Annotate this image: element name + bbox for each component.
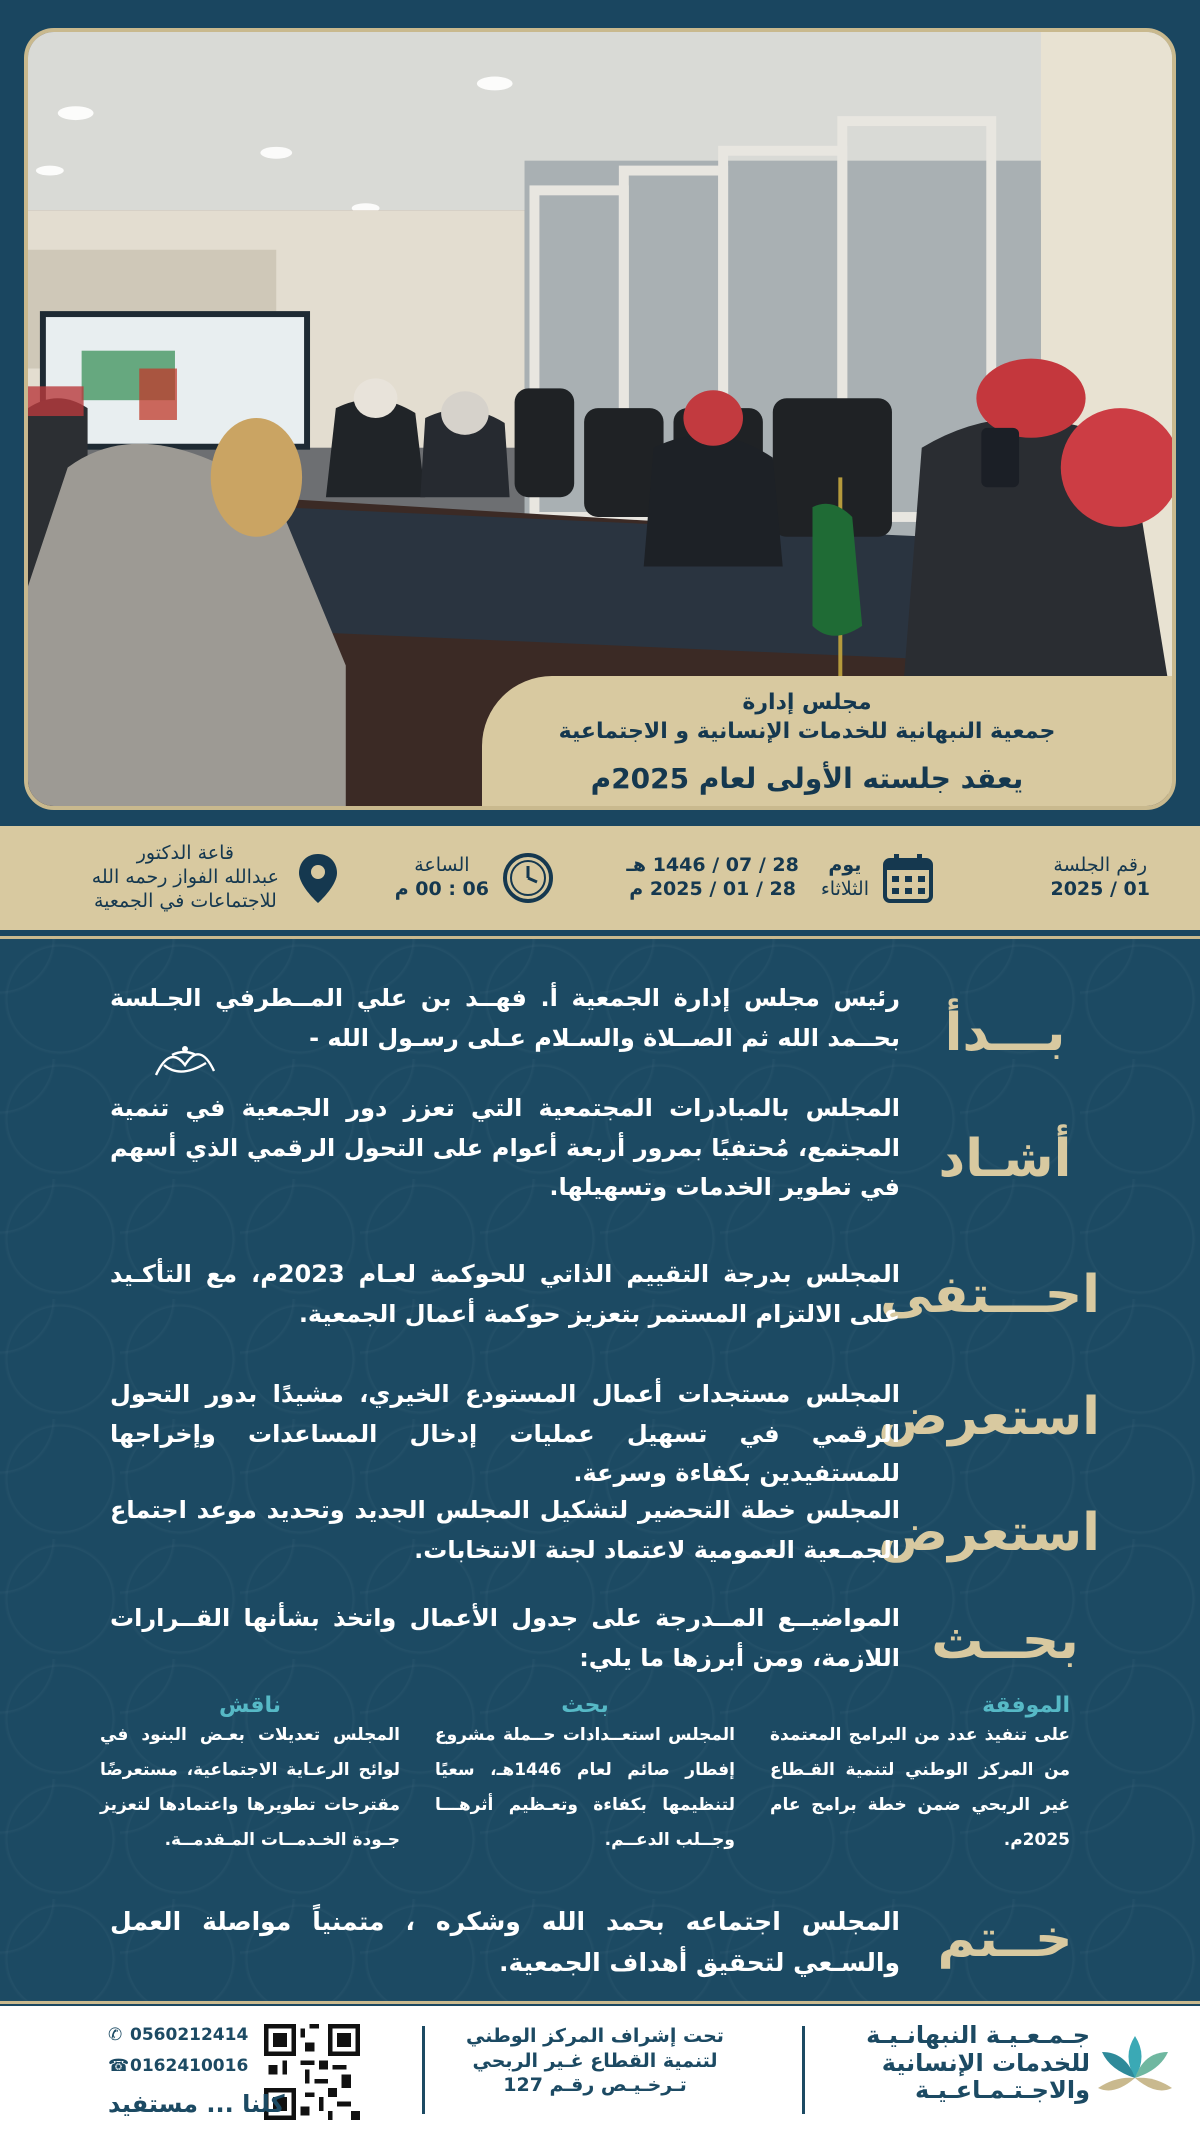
outcome-verb: استعرض (878, 1387, 1100, 1447)
org-line-2: للخدمات الإنسانية (881, 2048, 1090, 2077)
outcome-text: المجلس بالمبادرات المجتمعية التي تعزز دور الجمعية في تنمية المجتمع، مُحتفيًا بمرور أربعة أعوام على التحول الرقمي الذي أسهم في تطوير الخدمات وتسهيلها. (110, 1094, 900, 1202)
landline-phone[interactable] (108, 2051, 248, 2082)
salutation-calligraphy-icon (150, 1035, 220, 1085)
outcome-text: المجلس خطة التحضير لتشكيل المجلس الجديد وتحديد موعد اجتماع الجمـعية العمومية لاعتماد لجنة الانتخابات. (110, 1496, 900, 1564)
decision-text: المجلس تعديلات بعـض البنود في لوائح الرعـاية الاجتماعية، مستعرضًا مقترحات تطويرها واعتمادها لتعزيز جـودة الخـدمــات المـقدمــة. (100, 1725, 400, 1850)
outcome-verb: بحــث (931, 1611, 1079, 1671)
decision-heading: بحث (561, 1693, 609, 1718)
association-logo-icon (1090, 2026, 1180, 2116)
contact-info (108, 2020, 248, 2083)
caption-line-1: مجلس إدارة (742, 690, 872, 715)
gregorian-date: 28 / 01 / 2025 م (629, 878, 796, 900)
calendar-icon (881, 851, 935, 905)
slogan: كلنا ... مستفيد (108, 2090, 285, 2118)
outcome-verb: خــتم (937, 1909, 1073, 1969)
decision-heading: الموفقة (982, 1693, 1070, 1718)
meeting-outcomes (0, 936, 1200, 2004)
outcome-verb: احـــتفى (880, 1265, 1100, 1325)
time-value: 06 : 00 م (394, 878, 489, 900)
day-value: الثلاثاء (820, 878, 869, 900)
whatsapp-phone[interactable] (108, 2020, 248, 2051)
decision-column (435, 1693, 735, 1857)
meeting-photo (24, 28, 1176, 810)
session-label: رقم الجلسة (1053, 854, 1148, 877)
supervision-info (460, 2024, 730, 2098)
phone-2: 0162410016 (130, 2056, 249, 2077)
hero-caption-panel (482, 676, 1172, 806)
session-info-bar (0, 826, 1200, 930)
outcome-text: المجلس بدرجة التقييم الذاتي للحوكمة لعـام 2023م، مع التأكـيد على الالتزام المستمر بتعزيز حوكمة أعمال الجمعية. (110, 1260, 901, 1328)
session-location (92, 826, 345, 930)
divider (802, 2026, 805, 2114)
caption-line-2: جمعية النبهانية للخدمات الإنسانية و الاجتماعية (558, 719, 1056, 744)
phone-icon: ☎ (108, 2056, 130, 2077)
decision-column (770, 1693, 1070, 1857)
decision-column (100, 1693, 400, 1857)
time-label: الساعة (414, 854, 470, 877)
org-line-3: والاجـتـمـاعـيـة (915, 2076, 1090, 2105)
association-name (866, 2022, 1090, 2105)
org-line-1: جـمـعـيـة النبهانـيـة (866, 2021, 1090, 2049)
phone-1: 0560212414 (130, 2025, 249, 2045)
whatsapp-icon: ✆ (108, 2025, 123, 2045)
outcome-verb: بـــدأ (944, 1003, 1066, 1063)
day-label: يوم (828, 854, 862, 877)
outcome-text: المجلس مستجدات أعمال المستودع الخيري، مشيدًا بدور التحول الرقمي في تسهيل عمليات إدخال المساعدات وإخراجها للمستفيدين بكفاءة وسرعة. (110, 1380, 900, 1488)
session-value: 01 / 2025 (1050, 878, 1150, 900)
outcome-text: رئيس مجلس إدارة الجمعية أ. فهــد بن علي المــطرفي الجـلسة بحــمد الله ثم الصــلاة والسـلام عـلى رسـول الله - (110, 984, 900, 1052)
decision-text: المجلس استعــدادات حــملة مشروع إفطار صائم لعام 1446هـ، سعيًا لتنظيمها بكفاءة وتعـظيم أثرهـــا وجــلب الدعــم. (435, 1725, 735, 1850)
session-date (626, 826, 935, 930)
location-pin-icon (291, 851, 345, 905)
decisions-columns (100, 1693, 1070, 1883)
location-line-1: قاعة الدكتور (136, 842, 234, 865)
outcome-verb: استعرض (878, 1503, 1100, 1563)
clock-icon (501, 851, 555, 905)
session-time (395, 826, 555, 930)
supervision-line-1: تحت إشراف المركز الوطني (466, 2025, 724, 2047)
outcome-verb: أشـاد (938, 1129, 1072, 1189)
divider (422, 2026, 425, 2114)
outcome-text: المجلس اجتماعه بحمد الله وشكره ، متمنياً مواصلة العمل والسـعي لتحقيق أهداف الجمعية. (110, 1907, 900, 1978)
decision-text: على تنفيذ عدد من البرامج المعتمدة من المركز الوطني لتنمية القـطاع غير الربحي ضمن خطة برامج عام 2025م. (770, 1725, 1070, 1850)
session-number (1050, 826, 1150, 930)
decision-heading: ناقش (218, 1693, 282, 1718)
supervision-line-3: تـرخـيـص رقـم 127 (503, 2074, 687, 2097)
location-line-3: للاجتماعات في الجمعية (93, 889, 277, 912)
outcome-text: المواضيــع المــدرجة على جدول الأعمال واتخذ بشأنها القــرارات اللازمة، ومن أبرزها ما يلي: (110, 1604, 900, 1672)
hijri-date: 28 / 07 / 1446 هـ (626, 854, 799, 877)
location-line-2: عبدالله الفواز رحمه الله (91, 866, 279, 889)
supervision-line-2: لتنمية القطاع غـير الربحي (472, 2049, 718, 2072)
caption-line-3: يعقد جلسته الأولى لعام 2025م (590, 762, 1024, 795)
footer (0, 2006, 1200, 2133)
